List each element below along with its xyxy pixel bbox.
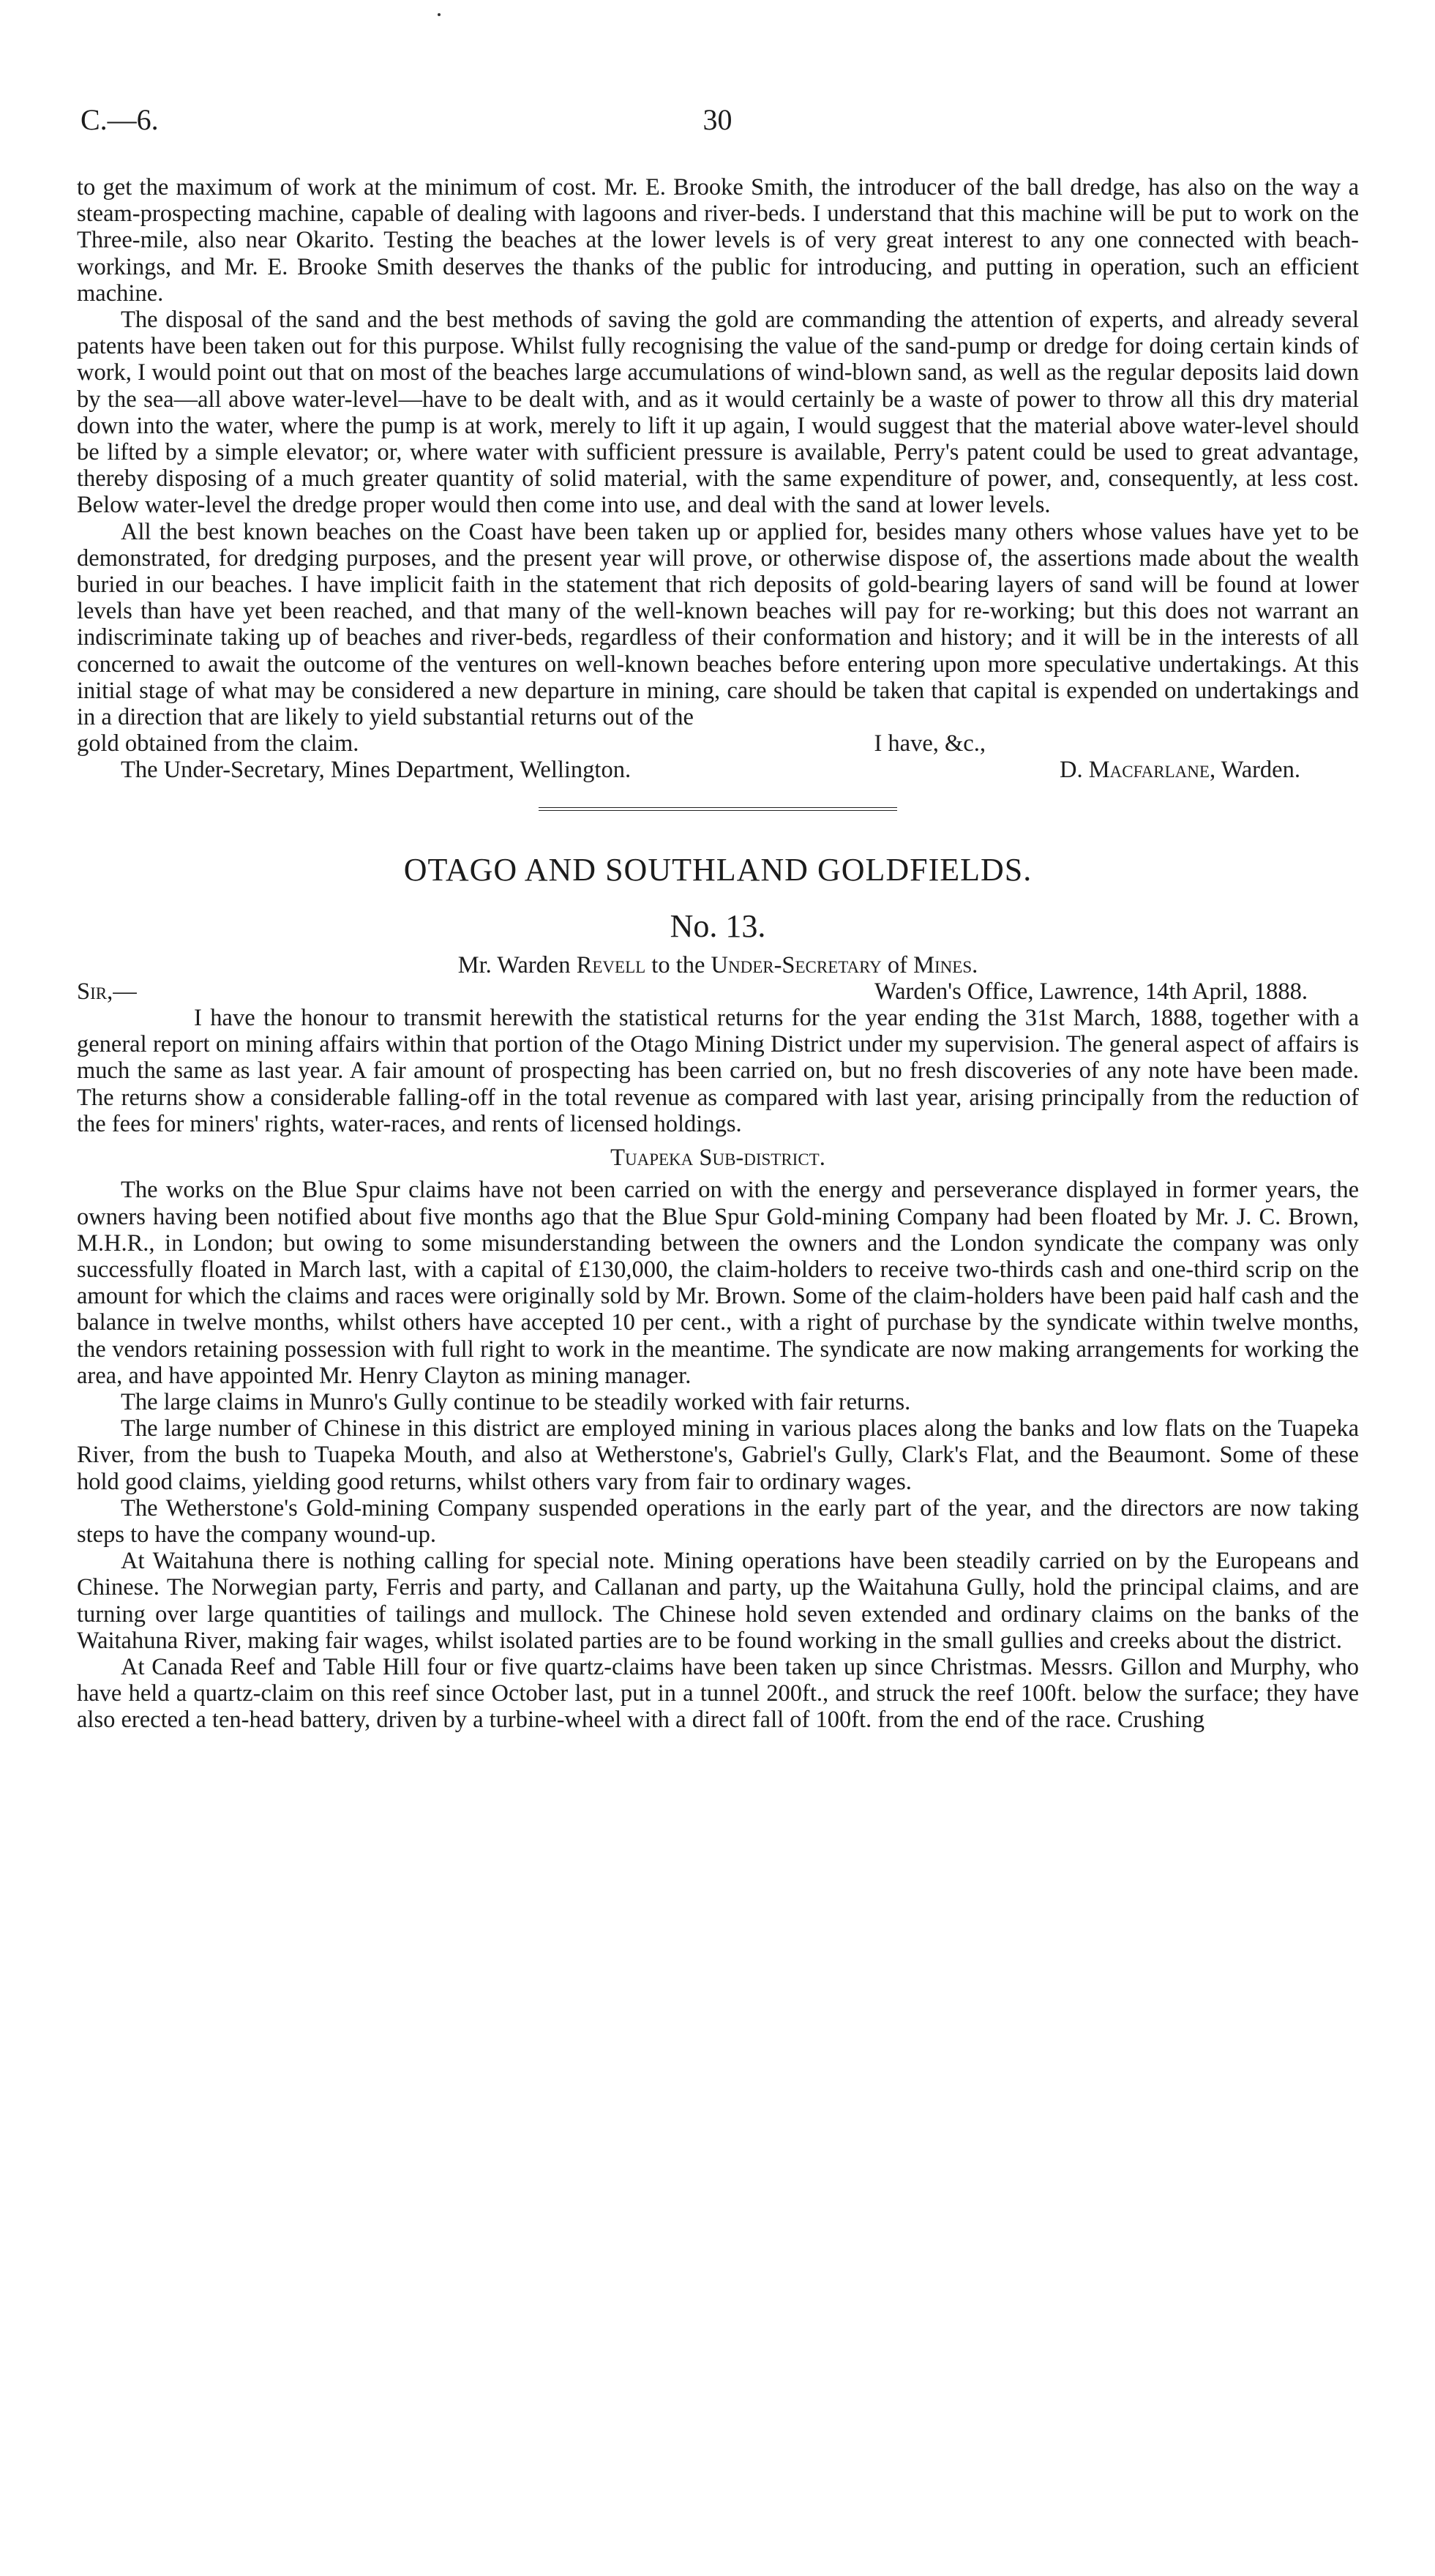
letter-closing: I have, &c., bbox=[874, 730, 986, 757]
paragraph: to get the maximum of work at the minimum of cost. Mr. E. Brooke Smith, the introducer of the ball dredge, has also on the way a steam-prospecting machine, capable of dealing with lagoons and river-beds. I understand that this machine will be put to work on the Three-mile, also near Okarito. Testing the beaches at the lower levels is of very great interest to any one connected with beach-workings, and Mr. E. Brooke Smith deserves the thanks of the public for introducing, and putting in operation, such an efficient machine. bbox=[77, 174, 1359, 307]
page-number: 30 bbox=[702, 103, 733, 136]
office-and-date: Warden's Office, Lawrence, 14th April, 1888. bbox=[874, 978, 1308, 1005]
salutation-line bbox=[77, 978, 1359, 1005]
document-number: No. 13. bbox=[670, 907, 766, 944]
paragraph: The Wetherstone's Gold-mining Company suspended operations in the early part of the year, and the directors are now taking steps to have the company wound-up. bbox=[77, 1494, 1359, 1548]
page-header bbox=[80, 102, 1355, 146]
subtitle-recipient: Under-Secretary bbox=[711, 951, 882, 978]
signature-prefix: D. bbox=[1060, 757, 1089, 784]
subtitle-department: Mines bbox=[913, 951, 973, 978]
divider-line bbox=[539, 807, 897, 808]
letter-subtitle bbox=[77, 952, 1359, 978]
salutation: Sir,— bbox=[77, 978, 137, 1005]
subheading: Tuapeka Sub-district. bbox=[610, 1145, 825, 1172]
paragraph: The large claims in Munro's Gully continue to be steadily worked with fair returns. bbox=[121, 1388, 911, 1415]
paragraph: All the best known beaches on the Coast have been taken up or applied for, besides many others whose values have yet to be demonstrated, for dredging purposes, and the present year will prove, or otherwise dispose of, the assertions made about the wealth buried in our beaches. I have implicit faith in the statement that rich deposits of gold-bearing layers of sand will be found at lower levels than have yet been reached, and that many of the well-known beaches will pay for re-working; but this does not warrant an indiscriminate taking up of beaches and river-beds, regardless of their conformation and history; and it will be in the interests of all concerned to await the outcome of the ventures on well-known beaches before entering upon more speculative undertakings. At this initial stage of what may be considered a new departure in mining, care should be taken that capital is expended on undertakings and in a direction that are likely to yield substantial returns out of the bbox=[77, 518, 1359, 731]
signature bbox=[1060, 757, 1300, 783]
paragraph: The large number of Chinese in this district are employed mining in various places along the banks and low flats on the Tuapeka River, from the bush to Tuapeka Mouth, and also at Wetherstone's, Gabriel's Gully, Clark's Flat, and the Beaumont. Some of these hold good claims, yielding good returns, whilst others vary from fair to ordinary wages. bbox=[77, 1415, 1359, 1495]
subtitle-text: of bbox=[881, 951, 914, 978]
paragraph: At Waitahuna there is nothing calling for special note. Mining operations have been steadily carried on by the Europeans and Chinese. The Norwegian party, Ferris and party, and Callanan and party, up the Waitahuna Gully, hold the principal claims, and are turning over large quantities of tailings and mullock. The Chinese hold seven extended and ordinary claims on the banks of the Waitahuna River, making fair wages, whilst isolated parties are to be found working in the small gullies and creeks about the district. bbox=[77, 1548, 1359, 1654]
signature-suffix: , Warden. bbox=[1209, 757, 1300, 784]
paragraph: The disposal of the sand and the best methods of saving the gold are commanding the attention of experts, and already several patents have been taken out for this purpose. Whilst fully recognising the value of the sand-pump or dredge for doing certain kinds of work, I would point out that on most of the beaches large accumulations of wind-blown sand, as well as the regular deposits laid down by the sea—all above water-level—have to be dealt with, and as it would certainly be a waste of power to throw all this dry material down into the water, where the pump is at work, merely to lift it up again, I would suggest that the material above water-level should be lifted by a simple elevator; or, where water with sufficient pressure is available, Perry's patent could be used to great advantage, thereby disposing of a much greater quantity of solid material, with the same expenditure of power, and, consequently, at less cost. Below water-level the dredge proper would then come into use, and deal with the sand at lower levels. bbox=[77, 307, 1359, 519]
paragraph: At Canada Reef and Table Hill four or five quartz-claims have been taken up since Christmas. Messrs. Gillon and Murphy, who have held a quartz-claim on this reef since October last, put in a tunnel 200ft., and struck the reef 100ft. below the surface; they have also erected a ten-head battery, driven by a turbine-wheel with a direct fall of 100ft. from the end of the race. Crushing bbox=[77, 1653, 1359, 1734]
closing-line bbox=[77, 730, 1359, 757]
scan-speck bbox=[438, 13, 441, 16]
signature-name: Macfarlane bbox=[1088, 757, 1210, 784]
paragraph: I have the honour to transmit herewith the statistical returns for the year ending the 31st March, 1888, together with a general report on mining affairs within that portion of the Otago Mining District under my supervision. The general aspect of affairs is much the same as last year. A fair amount of prospecting has been carried on, but no fresh discoveries of any note have been made. The returns show a considerable falling-off in the total revenue as compared with last year, arising principally from the reduction of the fees for miners' rights, water-races, and rents of licensed holdings. bbox=[77, 1005, 1359, 1137]
subtitle-text: Mr. Warden bbox=[457, 951, 577, 978]
divider-line bbox=[539, 810, 897, 811]
section-divider bbox=[77, 784, 1359, 835]
report-reference: C.—6. bbox=[80, 103, 159, 136]
address-line bbox=[77, 757, 1359, 783]
subtitle-text: . bbox=[972, 951, 978, 978]
page-body bbox=[77, 174, 1359, 1734]
addressee: The Under-Secretary, Mines Department, Wellington. bbox=[121, 757, 632, 784]
paragraph-end: gold obtained from the claim. bbox=[77, 730, 359, 757]
section-title: OTAGO AND SOUTHLAND GOLDFIELDS. bbox=[403, 851, 1033, 888]
paragraph: The works on the Blue Spur claims have not been carried on with the energy and perseverance displayed in former years, the owners having been notified about five months ago that the Blue Spur Gold-mining Company had been floated by Mr. J. C. Brown, M.H.R., in London; but owing to some misunderstanding between the owners and the London syndicate the company was only successfully floated in March last, with a capital of £130,000, the claim-holders to receive two-thirds cash and one-third scrip on the amount for which the claims and races were originally sold by Mr. Brown. Some of the claim-holders have been paid half cash and the balance in twelve months, whilst others have accepted 10 per cent., with a right of purchase by the syndicate within twelve months, the vendors retaining possession with full right to work in the meantime. The syndicate are now making arrangements for working the area, and have appointed Mr. Henry Clayton as mining manager. bbox=[77, 1177, 1359, 1389]
subtitle-name: Revell bbox=[576, 951, 646, 978]
subtitle-text: to the bbox=[645, 951, 711, 978]
